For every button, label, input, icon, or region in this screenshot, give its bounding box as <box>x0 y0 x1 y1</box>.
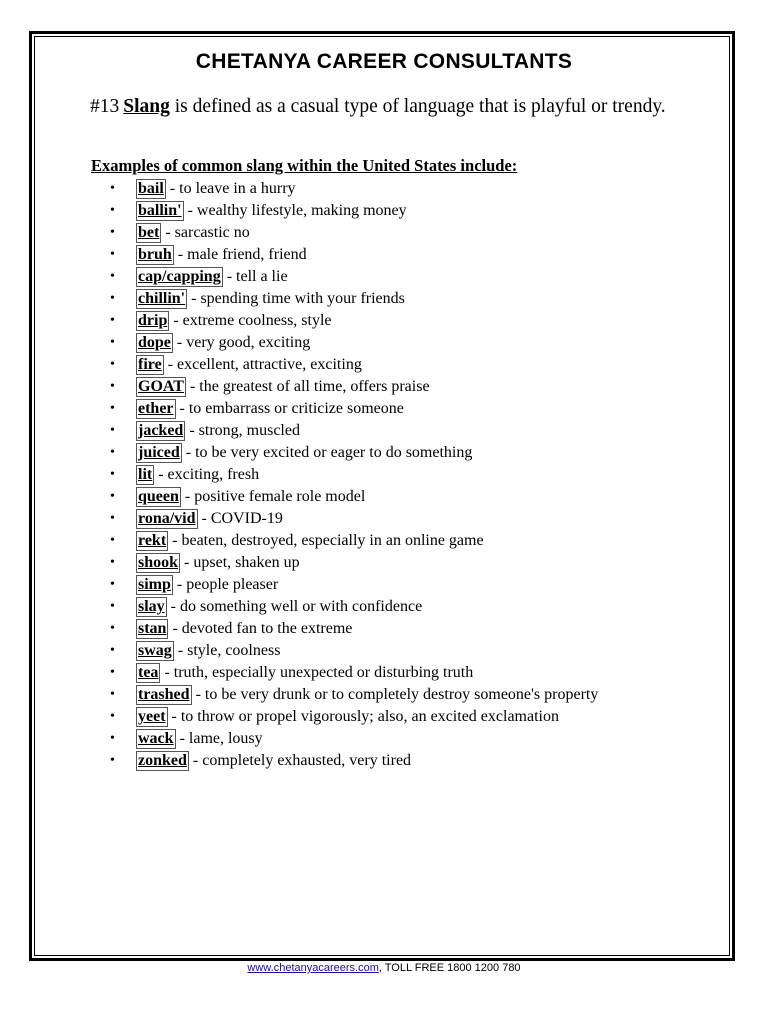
list-item <box>110 398 598 420</box>
list-item <box>110 420 598 442</box>
bullet-icon: • <box>110 533 115 548</box>
page-title: CHETANYA CAREER CONSULTANTS <box>195 50 573 73</box>
slang-word: chillin' <box>138 290 186 307</box>
slang-word: rekt <box>138 532 167 549</box>
list-item <box>110 728 598 750</box>
list-item <box>110 640 598 662</box>
slang-word: simp <box>138 576 171 593</box>
slang-word: bruh <box>138 246 172 263</box>
slang-word: drip <box>138 312 168 329</box>
list-item <box>110 706 598 728</box>
slang-meaning: - do something well or with confidence <box>166 598 423 615</box>
list-item <box>110 464 598 486</box>
intro-paragraph <box>90 94 690 119</box>
slang-word: slay <box>138 598 165 615</box>
bullet-icon: • <box>110 203 115 218</box>
list-item <box>110 574 598 596</box>
list-item <box>110 244 598 266</box>
slang-meaning: - spending time with your friends <box>187 290 405 307</box>
list-item <box>110 222 598 244</box>
slang-word: fire <box>138 356 162 373</box>
list-item <box>110 288 598 310</box>
slang-meaning: - to be very excited or eager to do something <box>181 444 473 461</box>
bullet-icon: • <box>110 401 115 416</box>
slang-meaning: - wealthy lifestyle, making money <box>183 202 407 219</box>
slang-word: dope <box>138 334 171 351</box>
slang-word: wack <box>138 730 174 747</box>
slang-word: GOAT <box>138 378 184 395</box>
slang-meaning: - upset, shaken up <box>180 554 300 571</box>
slang-meaning: - lame, lousy <box>175 730 263 747</box>
list-item <box>110 332 598 354</box>
bullet-icon: • <box>110 423 115 438</box>
bullet-icon: • <box>110 511 115 526</box>
toll-free-number: , TOLL FREE 1800 1200 780 <box>378 962 521 974</box>
slang-word: bet <box>138 224 160 241</box>
slang-meaning: - strong, muscled <box>185 422 300 439</box>
footer <box>0 962 768 974</box>
slang-meaning: - beaten, destroyed, especially in an online game <box>168 532 484 549</box>
bullet-icon: • <box>110 621 115 636</box>
list-item <box>110 684 598 706</box>
list-item <box>110 552 598 574</box>
list-item <box>110 530 598 552</box>
slang-word: jacked <box>138 422 184 439</box>
slang-word: yeet <box>138 708 166 725</box>
website-link[interactable]: www.chetanyacareers.com <box>247 962 379 974</box>
list-item <box>110 200 598 222</box>
bullet-icon: • <box>110 445 115 460</box>
slang-word: ballin' <box>138 202 182 219</box>
slang-meaning: - extreme coolness, style <box>169 312 332 329</box>
slang-meaning: - to throw or propel vigorously; also, an excited exclamation <box>167 708 559 725</box>
slang-meaning: - positive female role model <box>180 488 366 505</box>
slang-meaning: - people pleaser <box>172 576 279 593</box>
slang-meaning: - style, coolness <box>173 642 281 659</box>
bullet-icon: • <box>110 335 115 350</box>
slang-word: bail <box>138 180 164 197</box>
slang-meaning: - sarcastic no <box>161 224 250 241</box>
list-item <box>110 596 598 618</box>
item-number: #13 <box>90 96 120 117</box>
list-item <box>110 178 598 200</box>
bullet-icon: • <box>110 357 115 372</box>
bullet-icon: • <box>110 665 115 680</box>
slang-word: swag <box>138 642 172 659</box>
bullet-icon: • <box>110 643 115 658</box>
slang-word: shook <box>138 554 179 571</box>
slang-word: ether <box>138 400 174 417</box>
list-item <box>110 618 598 640</box>
slang-meaning: - tell a lie <box>222 268 288 285</box>
slang-word: tea <box>138 664 159 681</box>
list-item <box>110 662 598 684</box>
bullet-icon: • <box>110 467 115 482</box>
bullet-icon: • <box>110 731 115 746</box>
slang-word: cap/capping <box>138 268 221 285</box>
slang-word: juiced <box>138 444 180 461</box>
bullet-icon: • <box>110 181 115 196</box>
bullet-icon: • <box>110 555 115 570</box>
list-item <box>110 486 598 508</box>
slang-meaning: - completely exhausted, very tired <box>188 752 412 769</box>
slang-meaning: - to leave in a hurry <box>165 180 296 197</box>
slang-meaning: - truth, especially unexpected or disturbing truth <box>160 664 474 681</box>
list-item <box>110 442 598 464</box>
slang-meaning: - devoted fan to the extreme <box>168 620 353 637</box>
slang-meaning: - to be very drunk or to completely destroy someone's property <box>191 686 599 703</box>
bullet-icon: • <box>110 291 115 306</box>
bullet-icon: • <box>110 709 115 724</box>
slang-term: Slang <box>123 96 170 117</box>
slang-word: stan <box>138 620 167 637</box>
slang-meaning: - excellent, attractive, exciting <box>163 356 362 373</box>
list-item <box>110 266 598 288</box>
slang-word: trashed <box>138 686 190 703</box>
bullet-icon: • <box>110 313 115 328</box>
slang-word: queen <box>138 488 179 505</box>
bullet-icon: • <box>110 489 115 504</box>
bullet-icon: • <box>110 269 115 284</box>
list-item <box>110 376 598 398</box>
slang-word: lit <box>138 466 153 483</box>
slang-definition: is defined as a casual type of language that is playful or trendy. <box>169 96 666 117</box>
slang-list <box>110 178 598 772</box>
slang-word: zonked <box>138 752 187 769</box>
slang-meaning: - exciting, fresh <box>154 466 260 483</box>
slang-word: rona/vid <box>138 510 196 527</box>
slang-meaning: - very good, exciting <box>172 334 311 351</box>
list-item <box>110 354 598 376</box>
slang-meaning: - male friend, friend <box>173 246 307 263</box>
slang-meaning: - the greatest of all time, offers praise <box>185 378 430 395</box>
list-item <box>110 310 598 332</box>
bullet-icon: • <box>110 577 115 592</box>
bullet-icon: • <box>110 687 115 702</box>
list-item <box>110 750 598 772</box>
bullet-icon: • <box>110 379 115 394</box>
slang-meaning: - COVID-19 <box>197 510 283 527</box>
examples-heading: Examples of common slang within the United States include: <box>91 156 518 175</box>
bullet-icon: • <box>110 599 115 614</box>
bullet-icon: • <box>110 247 115 262</box>
bullet-icon: • <box>110 753 115 768</box>
bullet-icon: • <box>110 225 115 240</box>
slang-meaning: - to embarrass or criticize someone <box>175 400 404 417</box>
list-item <box>110 508 598 530</box>
